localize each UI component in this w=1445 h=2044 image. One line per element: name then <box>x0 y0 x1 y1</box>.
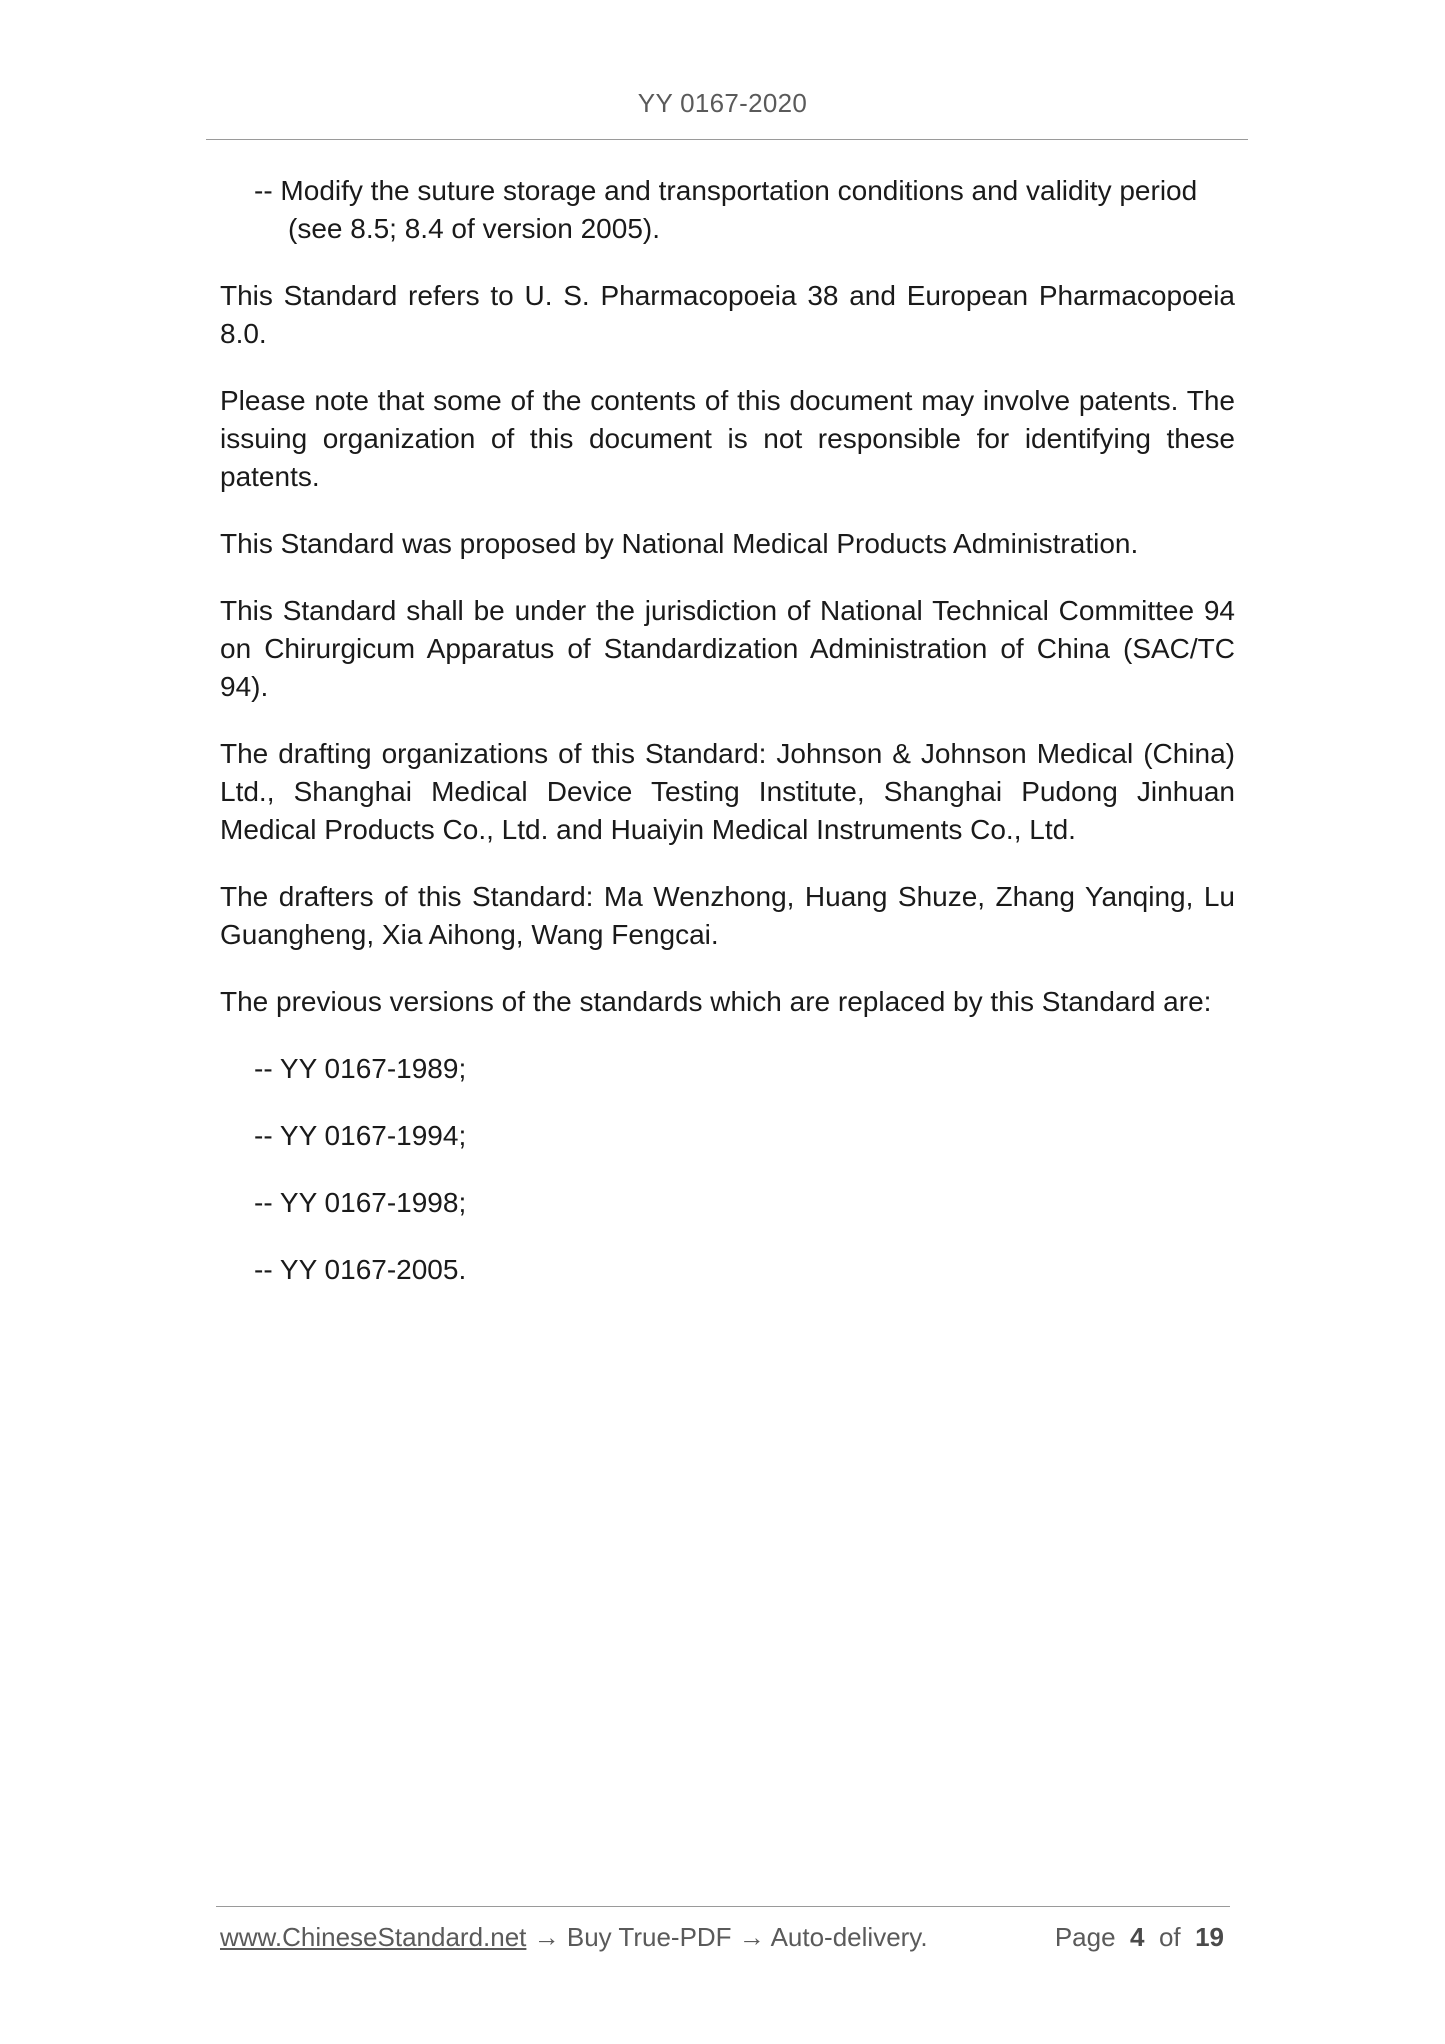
previous-version-item: -- YY 0167-1998; <box>254 1187 467 1218</box>
previous-version-item: -- YY 0167-2005. <box>254 1254 467 1285</box>
footer-tagline: → Buy True-PDF → Auto-delivery. <box>526 1922 928 1952</box>
page-number <box>1055 1922 1224 1953</box>
footer-divider <box>216 1906 1230 1907</box>
paragraph-pharmacopoeia: This Standard refers to U. S. Pharmacopoeia 38 and European Pharmacopoeia 8.0. <box>220 280 1235 349</box>
paragraph-patents: Please note that some of the contents of this document may involve patents. The issuing organization of this document is not responsible for identifying these patents. <box>220 385 1235 492</box>
website-link[interactable]: www.ChineseStandard.net <box>220 1922 527 1952</box>
previous-version-item: -- YY 0167-1994; <box>254 1120 467 1151</box>
paragraph-jurisdiction: This Standard shall be under the jurisdiction of National Technical Committee 94 on Chirurgicum Apparatus of Standardization Administration of China (SAC/TC 94). <box>220 595 1235 702</box>
paragraph-drafters: The drafters of this Standard: Ma Wenzhong, Huang Shuze, Zhang Yanqing, Lu Guangheng, Xia Aihong, Wang Fengcai. <box>220 881 1235 950</box>
header-title: YY 0167-2020 <box>637 88 808 118</box>
paragraph-previous-versions: The previous versions of the standards which are replaced by this Standard are: <box>220 986 1212 1017</box>
page-of-label: of <box>1158 1922 1181 1952</box>
paragraph-drafting-organizations: The drafting organizations of this Standard: Johnson & Johnson Medical (China) Ltd., Shanghai Medical Device Testing Institute, Shanghai Pudong Jinhuan Medical Products Co., Ltd. and Huaiyin Medical Instruments Co., Ltd. <box>220 738 1235 845</box>
document-body <box>220 172 1235 1318</box>
page-total: 19 <box>1195 1922 1224 1952</box>
header-divider <box>206 139 1248 140</box>
bullet-item-modify: -- Modify the suture storage and transportation conditions and validity period (see 8.5; 8.4 of version 2005). <box>254 175 1198 244</box>
page-label: Page <box>1054 1922 1116 1952</box>
previous-version-item: -- YY 0167-1989; <box>254 1053 467 1084</box>
footer-promo <box>220 1922 928 1953</box>
page-current: 4 <box>1130 1922 1145 1952</box>
paragraph-proposed-by: This Standard was proposed by National Medical Products Administration. <box>220 528 1139 559</box>
